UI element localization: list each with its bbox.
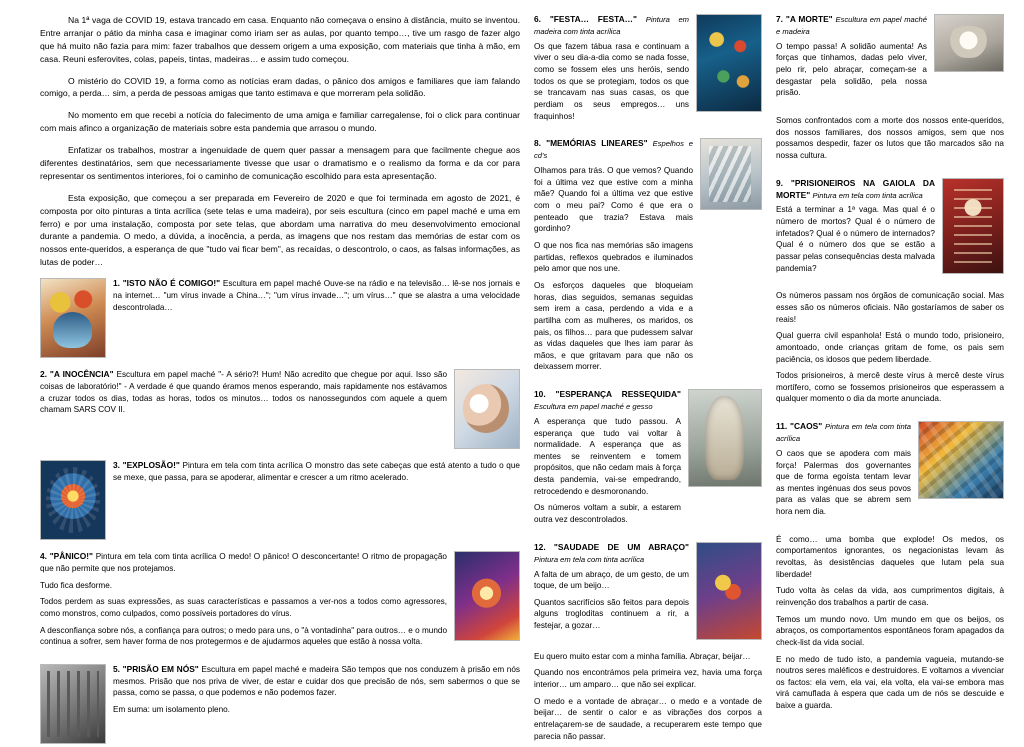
work-title-7: "A MORTE" (785, 14, 833, 24)
work-lead-text-11: O caos que se apodera com mais força! Palermas dos governantes que de forma egoísta tentam levar as mentes ingénuas dos seus povos para as valas que se abrem sem hora nem dia. (776, 448, 911, 517)
artwork-image-3 (40, 460, 106, 540)
work-medium-5: Escultura em papel maché e madeira (201, 664, 339, 674)
work-paragraph-10: Os números voltam a subir, a estarem outra vez descontrolados. (534, 503, 681, 525)
work-heading-8 (534, 138, 693, 162)
work-text-7-continued (776, 115, 1004, 167)
work-paragraph-7: Somos confrontados com a morte dos nossos ente-queridos, dos nossos familiares, dos nossos amigos, sem que nos possamos despedir, fazer os lutos que tão marcados são na nossa cultura. (776, 116, 1004, 160)
artwork-image-1 (40, 278, 106, 358)
work-title-2: "A INOCÊNCIA" (49, 369, 114, 380)
artwork-image-5 (40, 664, 106, 744)
work-text-11 (776, 421, 911, 523)
work-number-3: 3. (113, 460, 120, 471)
work-heading-11 (776, 421, 911, 445)
work-lead-3 (113, 460, 520, 484)
work-number-12: 12. (534, 541, 546, 552)
work-paragraph-12: Quantos sacrifícios são feitos para depois alguns trogloditas continuem a rir, a festejar, a gozar… (534, 597, 689, 631)
artwork-image-6 (696, 14, 762, 112)
work-title-8: "MEMÓRIAS LINEARES" (546, 138, 648, 149)
work-text-4 (40, 551, 447, 653)
work-medium-12: Pintura em tela com tinta acrílica (534, 554, 645, 564)
work-paragraph-5: Em suma: um isolamento pleno. (113, 705, 230, 715)
work-text-12-continued (534, 651, 762, 747)
work-number-10: 10. (534, 389, 546, 400)
work-medium-3: Pintura em tela com tinta acrílica (182, 461, 303, 471)
artwork-image-11 (918, 421, 1004, 499)
work-heading-6 (534, 14, 689, 38)
work-medium-4: Pintura em tela com tinta acrílica (95, 552, 217, 562)
work-medium-7: Escultura em papel maché e madeira (776, 15, 927, 36)
work-paragraph-11: Tudo volta às celas da vida, aos cumprimentos digitais, à reinvenção dos trabalhos a partir de casa. (776, 586, 1004, 607)
work-number-7: 7. (776, 14, 783, 24)
work-entry-11 (776, 421, 1004, 523)
intro-paragraph: Esta exposição, que começou a ser preparada em Fevereiro de 2020 e que foi terminada em agosto de 2021, é composta por oito pinturas a tinta acrílica (sete telas e uma madeira), por seis escultura (cinco em papel maché e uma em ferro) e por uma instalação, composta por sete telas, que abordam uma narrativa do meu desenvolvimento emocional durante a pandemia. O medo, a dúvida, a inocência, a perda, as imagens que nos restam das memórias de estar com os nossos ente-queridos, a esperança de que "tudo vai ficar bem", as recaídas, o descontrolo, o caos, as falsas informações, as lutas de poder… (40, 192, 520, 268)
work-entry-2 (40, 369, 520, 449)
work-paragraph-12: Quando nos encontrámos pela primeira vez, havia uma força interior… um amparo… que não sei explicar. (534, 668, 762, 689)
work-paragraph-4: Tudo fica desforme. (40, 580, 113, 590)
work-entry-8 (534, 138, 762, 378)
work-text-7 (776, 14, 927, 104)
work-text-12 (534, 542, 689, 640)
work-lead-text-8: Olhamos para trás. O que vemos? Quando foi a última vez que estive com a minha mãe? Quando foi a última vez que estive com o meu pai? Como é que era o penteado que trazia? Estava mais gordinho? (534, 166, 693, 234)
work-text-6 (534, 14, 689, 127)
work-entry-3 (40, 460, 520, 540)
work-entry-4 (40, 551, 520, 653)
work-paragraph-11: É como… uma bomba que explode! Os medos, os comportamentos ignorantes, os negacionistas levam às revoltas, às desistências daqueles que lutam pela sua liberdade! (776, 534, 1004, 579)
work-text-9 (776, 178, 935, 280)
work-number-5: 5. (113, 663, 120, 674)
work-title-1: "ISTO NÃO É COMIGO!" (122, 278, 221, 289)
work-paragraph-11: Temos um mundo novo. Um mundo em que os beijos, os abraços, os comportamentos espontâneos foram apagados da check-list da vida social. (776, 614, 1004, 647)
work-entry-1 (40, 278, 520, 358)
introduction-text (40, 14, 520, 278)
work-lead-2 (40, 369, 447, 416)
artwork-image-10 (688, 389, 762, 487)
work-heading-9 (776, 178, 935, 202)
work-paragraph-8: O que nos fica nas memórias são imagens partidas, reflexos quebrados e iluminados pelo amor que nos une. (534, 241, 693, 274)
work-text-3 (113, 460, 520, 540)
work-entry-6 (534, 14, 762, 127)
work-entry-7 (776, 14, 1004, 104)
work-entry-10 (534, 389, 762, 531)
work-heading-7 (776, 14, 927, 38)
work-lead-text-12: A falta de um abraço, de um gesto, de um toque, de um beijo… (534, 569, 689, 591)
work-text-2 (40, 369, 447, 449)
work-paragraph-12: Eu quero muito estar com a minha família. Abraçar, beijar… (534, 651, 751, 661)
artwork-image-2 (454, 369, 520, 449)
work-medium-2: Escultura em papel maché (116, 370, 216, 380)
work-lead-text-2: "- A sério?! Hum! Não acredito que chegue por aqui. Isso são coisas de laboratório!" - A verdade é que quando éramos menos esperando, mais rapidamente nos estávamos a cruzar todos os dias, todas as horas, todos os minutos… todos os nanossegundos com aquele a quem chamam SARS COV II. (40, 370, 448, 415)
work-lead-text-3: O monstro das sete cabeças que está atento a tudo o que se mexe, que passa, para se apoderar, alimentar e crescer a um ritmo acelerado. (113, 461, 520, 483)
work-lead-text-1: Ouve-se na rádio e na televisão… lê-se nos jornais e na internet… "um vírus invade a China…"; "um vírus invade…"; um vírus…" que se alastra a uma velocidade descontrolada… (113, 279, 521, 312)
work-lead-4 (40, 551, 447, 575)
work-paragraph-9: Todos prisioneiros, à mercê deste vírus à mercê deste vírus mortífero, como se fossemos prisioneiros que esperassem a qualquer momento o dia da morte anunciada. (776, 371, 1004, 404)
work-lead-text-9: Está a terminar a 1ª vaga. Mas qual é o número de mortos? Qual é o número de infetados? Qual é o número de internados? Qual é o número dos que se estão a passar pelas consequências desta malvada pandemia? (776, 205, 935, 273)
work-entry-5 (40, 664, 520, 744)
work-lead-text-5: São tempos que nos conduzem à prisão em nós mesmos. Prisão que nos priva de viver, de estar e cuidar dos que precisão de nós, sem sabermos o que se passa, como se passa, o que podemos e não podemos fazer. (113, 664, 521, 698)
work-paragraph-4: A desconfiança sobre nós, a confiança para outros; o medo para uns, o "à vontadinha" para outros… e o mundo continua a sofrer, sem haver forma de nos protegermos e de ajudarmos aqueles que estão à nossa volta. (40, 625, 447, 647)
artwork-image-7 (934, 14, 1004, 72)
work-number-4: 4. (40, 551, 47, 562)
work-title-6: "FESTA… FESTA…" (549, 14, 637, 24)
work-title-11: "CAOS" (790, 421, 823, 432)
work-number-6: 6. (534, 14, 541, 24)
work-medium-11: Pintura em tela com tinta acrílica (776, 422, 912, 443)
intro-paragraph: Na 1ª vaga de COVID 19, estava trancado em casa. Enquanto não começava o ensino à distância, muito se inventou. Entre arranjar o pátio da minha casa e imaginar como iriam ser as aulas, por quanto tempo…, tive um rasgo de fazer algo que há muito não fazia para mim: fazer trabalhos que dessem origem a uma exposição, com materiais que tinha à mão, em casa. Reuni esferovites, colas, papeis, tintas, madeiras… e assim tudo começou. (40, 15, 520, 64)
work-paragraph-9: Os números passam nos órgãos de comunicação social. Mas esses são os números oficiais. Não gostaríamos de saber os reais! (776, 291, 1004, 324)
work-text-11-continued (776, 534, 1004, 717)
work-paragraph-8: Os esforços daqueles que bloqueiam horas, dias seguidos, semanas seguidas sem irem a casa, perdendo a vida e a partilha com as mulheres, os maridos, os pais, os filhos… para que pudessem salvar as vidas daqueles que lhes iam parar às mãos, e que gritavam para que não os deixassem morrer. (534, 280, 693, 372)
work-lead-text-4: O medo! O pânico! O desconcertante! O ritmo de propagação que não permite que nos protejamos. (40, 552, 447, 574)
work-number-11: 11. (776, 421, 788, 432)
work-text-9-continued (776, 290, 1004, 410)
work-paragraph-11: E no medo de tudo isto, a pandemia vagueia, mutando-se noutros seres maléficos e destruidores. E voltamos a vivenciar os factos: ela vem, ela vai, ela volta, ela vai-se embora mas virá camuflada à espera que cada um de nós se descuide e baixe a guarda. (776, 654, 1004, 711)
intro-paragraph: No momento em que recebi a notícia do falecimento de uma amiga e familiar carregalense, foi o click para continuar com mais afinco a organização de materiais sobre esta pandemia que arrasou o mundo. (40, 110, 520, 134)
intro-paragraph: O mistério do COVID 19, a forma como as notícias eram dadas, o pânico dos amigos e familiares que iam falando comigo, a perda… sim, a perda de pessoas amigas que tanto estimava e que morreram pela solidão. (40, 75, 520, 99)
work-title-9: "PRISIONEIROS NA GAIOLA DA MORTE" (776, 177, 936, 200)
work-lead-5 (113, 664, 520, 699)
work-number-9: 9. (776, 177, 783, 188)
work-entry-9 (776, 178, 1004, 280)
artwork-image-9 (942, 178, 1004, 274)
artwork-image-8 (700, 138, 762, 210)
work-title-10: "ESPERANÇA RESSEQUIDA" (555, 389, 681, 400)
work-paragraph-12: O medo e a vontade de abraçar… o medo e a vontade de beijar… de sentir o calor e as vibrações dos corpos a entrelaçarem-se de saudade, a recuperarem este tempo que parecia não passar. (534, 696, 762, 741)
work-text-8 (534, 138, 693, 378)
work-number-8: 8. (534, 138, 541, 149)
work-medium-10: Escultura em papel maché e gesso (534, 401, 653, 411)
intro-paragraph: Enfatizar os trabalhos, mostrar a ingenuidade de quem quer passar a mensagem para que facilmente chegue aos diferentes destinatários, sem que necessariamente tivesse que usar o dramatismo e o realismo da forma e da cor para representar os sentimentos interiores, foi o caminho de comunicação escolhido para esta apresentação. (40, 145, 520, 181)
work-medium-6: Pintura em madeira com tinta acrílica (534, 15, 689, 36)
work-medium-1: Escultura em papel maché (222, 279, 322, 289)
work-entry-12 (534, 542, 762, 640)
work-lead-text-6: Os que fazem tábua rasa e continuam a viver o seu dia-a-dia como se nada fosse, como se fossem eles uns heróis, sendo todos os que se protegiam, todos os que se trancavam nas suas casas, os que perdiam os seus empregos… uns fraquinhos! (534, 41, 689, 121)
work-medium-8: Espelhos e cd's (534, 139, 694, 161)
work-heading-10 (534, 389, 681, 413)
work-title-3: "EXPLOSÃO!" (122, 460, 180, 471)
work-text-1 (113, 278, 520, 358)
work-text-5 (113, 664, 520, 744)
work-number-2: 2. (40, 369, 47, 380)
work-medium-9: Pintura em tela com tinta acrílica (812, 190, 923, 200)
artwork-image-12 (696, 542, 762, 640)
right-column (776, 14, 1004, 714)
artwork-image-4 (454, 551, 520, 641)
work-lead-text-7: O tempo passa! A solidão aumenta! As forças que tínhamos, dadas pelo viver, pelo rir, pelo abraçar, começam-se a desgastar pela solidão, pela nossa prisão. (776, 41, 927, 98)
work-title-12: "SAUDADE DE UM ABRAÇO" (553, 541, 689, 552)
work-title-5: "PRISÃO EM NÓS" (122, 663, 199, 674)
work-number-1: 1. (113, 278, 120, 289)
left-column (40, 14, 520, 714)
work-paragraph-4: Todos perdem as suas expressões, as suas características e passamos a ver-nos a todos como agressores, como monstros, como culpados, como possíveis portadores do vírus. (40, 597, 447, 618)
middle-column (534, 14, 762, 741)
work-paragraph-9: Qual guerra civil espanhola! Está o mundo todo, prisioneiro, amontoado, onde crianças gritam de fome, os pais sem paciência, os idosos que pedem liberdade. (776, 331, 1004, 364)
work-lead-1 (113, 278, 520, 313)
work-text-10 (534, 389, 681, 531)
work-title-4: "PÂNICO!" (49, 551, 94, 562)
work-heading-12 (534, 542, 689, 566)
work-lead-text-10: A esperança que tudo passou. A esperança que tudo vai voltar à normalidade. A esperança que as mentes se reinventem e tomem propósitos, que não cedam mais à força desta pandemia, vai-se empedrando, retrocedendo e desmoronando. (534, 416, 681, 496)
